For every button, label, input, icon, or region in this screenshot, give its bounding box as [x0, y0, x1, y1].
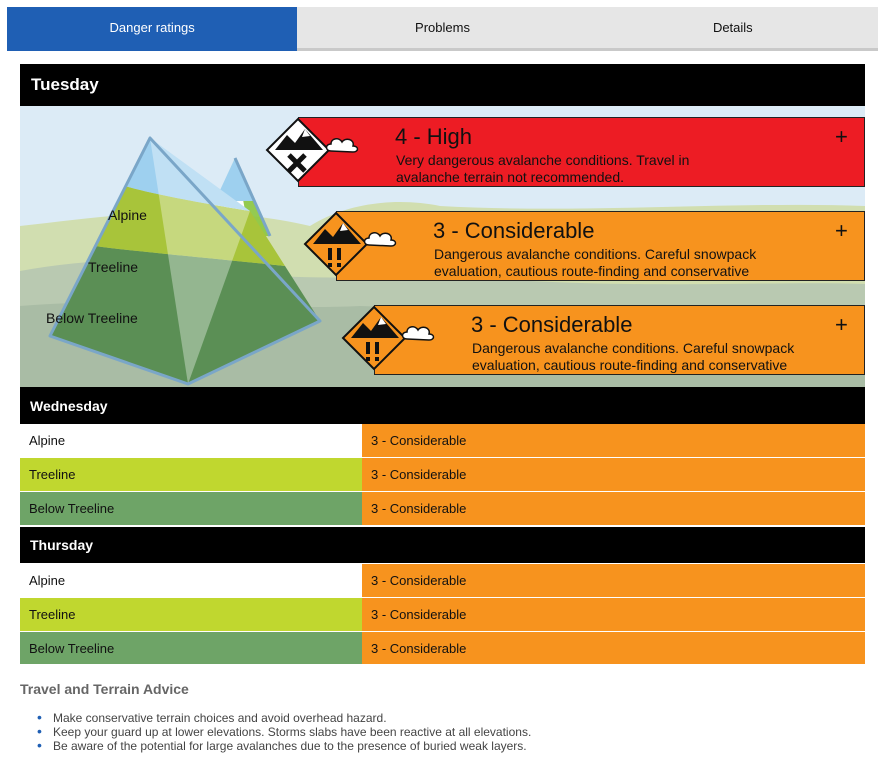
rating-cell: 3 - Considerable — [362, 458, 865, 491]
tab-problems[interactable]: Problems — [297, 7, 587, 51]
rating-description-below-treeline: Dangerous avalanche conditions. Careful snowpack evaluation, cautious route-finding and conservative — [472, 340, 795, 373]
expand-treeline-button[interactable]: + — [835, 218, 848, 243]
rating-level-treeline: 3 - Considerable — [433, 218, 595, 243]
elevation-cell: Treeline — [20, 598, 362, 631]
tab-bar — [7, 7, 878, 51]
table-row — [20, 564, 865, 597]
elevation-cell: Below Treeline — [20, 492, 362, 525]
rating-cell: 3 - Considerable — [362, 492, 865, 525]
advice-heading: Travel and Terrain Advice — [20, 681, 189, 697]
rating-cell: 3 - Considerable — [362, 632, 865, 664]
expand-below-treeline-button[interactable]: + — [835, 312, 848, 337]
list-item: • Keep your guard up at lower elevations. Storms slabs have been reactive at all elevations. — [37, 725, 531, 739]
table-row — [20, 598, 865, 631]
x-mark-icon — [265, 117, 365, 187]
day-header-thursday: Thursday — [20, 527, 865, 563]
tab-danger-ratings[interactable]: Danger ratings — [7, 7, 297, 51]
day-header-tuesday: Tuesday — [20, 64, 865, 106]
rating-cell: 3 - Considerable — [362, 598, 865, 631]
table-row — [20, 632, 865, 664]
elevation-cell: Alpine — [20, 424, 362, 457]
table-row — [20, 458, 865, 491]
expand-alpine-button[interactable]: + — [835, 124, 848, 149]
rating-level-alpine: 4 - High — [395, 124, 473, 149]
advice-list — [37, 711, 531, 753]
elevation-illustration — [20, 106, 865, 387]
elevation-cell: Treeline — [20, 458, 362, 491]
elevation-cell: Below Treeline — [20, 632, 362, 664]
elevation-label-alpine: Alpine — [108, 207, 147, 223]
double-exclamation-icon — [303, 211, 403, 281]
day-header-wednesday: Wednesday — [20, 387, 865, 424]
list-item: • Be aware of the potential for large avalanches due to the presence of buried weak layers. — [37, 739, 531, 753]
table-row — [20, 492, 865, 525]
elevation-cell: Alpine — [20, 564, 362, 597]
rating-level-below-treeline: 3 - Considerable — [471, 312, 633, 337]
table-row — [20, 424, 865, 457]
list-item: • Make conservative terrain choices and avoid overhead hazard. — [37, 711, 531, 725]
rating-description-alpine: Very dangerous avalanche conditions. Travel in avalanche terrain not recommended. — [396, 152, 690, 185]
elevation-label-below-treeline: Below Treeline — [46, 310, 138, 326]
double-exclamation-icon — [341, 305, 441, 375]
rating-cell: 3 - Considerable — [362, 564, 865, 597]
rating-cell: 3 - Considerable — [362, 424, 865, 457]
tab-details[interactable]: Details — [588, 7, 878, 51]
elevation-label-treeline: Treeline — [88, 259, 139, 275]
rating-description-treeline: Dangerous avalanche conditions. Careful snowpack evaluation, cautious route-finding and conservative — [434, 246, 757, 279]
